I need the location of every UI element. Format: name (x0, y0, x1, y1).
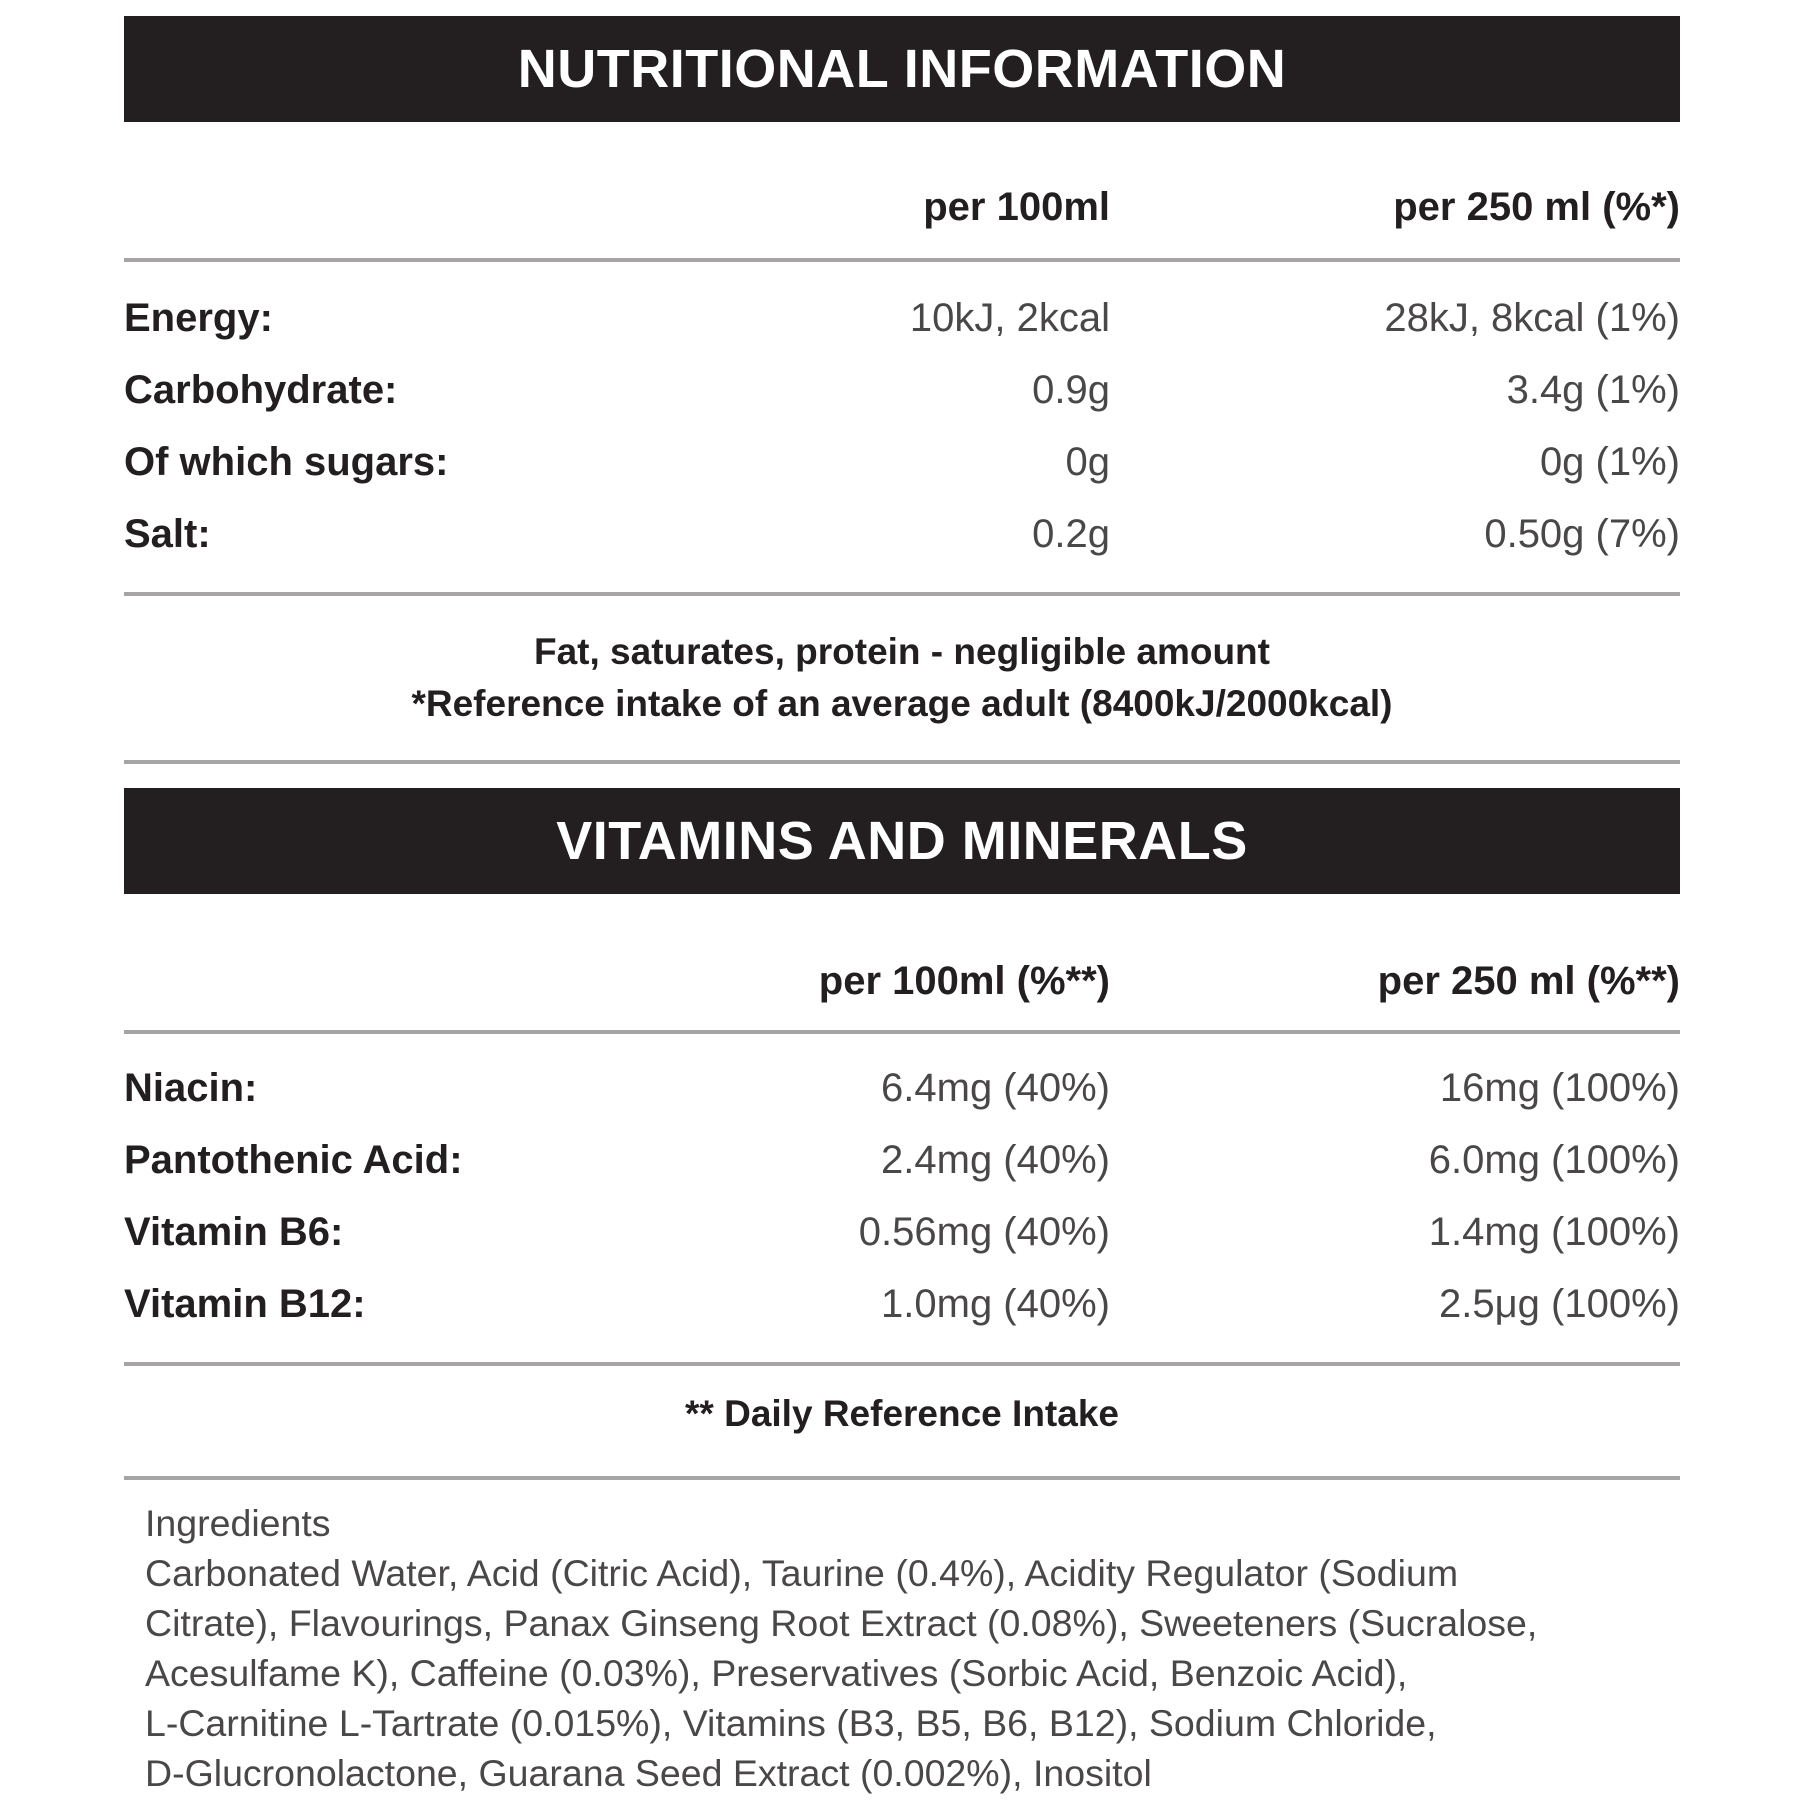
row-per250: 0.50g (7%) (1484, 511, 1680, 556)
nutrition-note-line1: Fat, saturates, protein - negligible amount (534, 631, 1270, 672)
row-per100: 6.4mg (40%) (881, 1065, 1110, 1110)
row-per100: 2.4mg (40%) (881, 1137, 1110, 1182)
nutrition-label (124, 16, 1680, 1480)
nutrition-rows (124, 282, 1680, 570)
table-row (124, 354, 1680, 426)
row-per250: 6.0mg (100%) (1428, 1137, 1680, 1182)
table-row (124, 1196, 1680, 1268)
ingredients-heading: Ingredients (145, 1502, 331, 1544)
row-label: Pantothenic Acid: (124, 1137, 463, 1182)
row-per100: 0.56mg (40%) (858, 1209, 1110, 1254)
row-per100: 1.0mg (40%) (881, 1281, 1110, 1326)
vitamins-col2-header: per 250 ml (%**) (1377, 958, 1680, 1003)
table-row (124, 1052, 1680, 1124)
table-row (124, 282, 1680, 354)
row-per250: 16mg (100%) (1439, 1065, 1680, 1110)
ingredients-line: D-Glucronolactone, Guarana Seed Extract (0.002%), Inositol (145, 1752, 1152, 1794)
row-label: Of which sugars: (124, 439, 449, 484)
row-per250: 2.5μg (100%) (1439, 1281, 1680, 1326)
vitamins-title: VITAMINS AND MINERALS (124, 788, 1680, 894)
row-per250: 28kJ, 8kcal (1%) (1384, 295, 1680, 340)
ingredients-block (145, 1498, 1665, 1798)
vitamins-rows (124, 1052, 1680, 1340)
row-label: Vitamin B6: (124, 1209, 344, 1254)
table-row (124, 1268, 1680, 1340)
divider (124, 592, 1680, 596)
row-label: Energy: (124, 295, 273, 340)
row-label: Niacin: (124, 1065, 258, 1110)
divider (124, 1476, 1680, 1480)
vitamins-col1-header: per 100ml (%**) (818, 958, 1110, 1003)
nutrition-col1-header: per 100ml (923, 184, 1110, 229)
nutrition-note-line2: *Reference intake of an average adult (8400kJ/2000kcal) (411, 683, 1393, 724)
divider (124, 760, 1680, 764)
vitamins-header-row (124, 942, 1680, 1020)
row-per250: 0g (1%) (1539, 439, 1680, 484)
row-per100: 0.2g (1032, 511, 1110, 556)
table-row (124, 498, 1680, 570)
divider (124, 1030, 1680, 1034)
nutrition-header-row (124, 168, 1680, 246)
ingredients-line: Carbonated Water, Acid (Citric Acid), Taurine (0.4%), Acidity Regulator (Sodium (145, 1552, 1459, 1594)
nutrition-col2-header: per 250 ml (%*) (1393, 184, 1680, 229)
row-per250: 1.4mg (100%) (1428, 1209, 1680, 1254)
divider (124, 258, 1680, 262)
divider (124, 1362, 1680, 1366)
table-row (124, 1124, 1680, 1196)
row-per250: 3.4g (1%) (1506, 367, 1680, 412)
table-row (124, 426, 1680, 498)
row-label: Carbohydrate: (124, 367, 398, 412)
row-label: Vitamin B12: (124, 1281, 366, 1326)
nutrition-title: NUTRITIONAL INFORMATION (124, 16, 1680, 122)
row-label: Salt: (124, 511, 211, 556)
nutrition-note (124, 626, 1680, 730)
ingredients-line: Acesulfame K), Caffeine (0.03%), Preservatives (Sorbic Acid, Benzoic Acid), (145, 1652, 1408, 1694)
row-per100: 0g (1065, 439, 1110, 484)
ingredients-line: L-Carnitine L-Tartrate (0.015%), Vitamins (B3, B5, B6, B12), Sodium Chloride, (145, 1702, 1437, 1744)
vitamins-note: ** Daily Reference Intake (685, 1393, 1119, 1434)
row-per100: 0.9g (1032, 367, 1110, 412)
row-per100: 10kJ, 2kcal (909, 295, 1110, 340)
ingredients-line: Citrate), Flavourings, Panax Ginseng Root Extract (0.08%), Sweeteners (Sucralose, (145, 1602, 1538, 1644)
